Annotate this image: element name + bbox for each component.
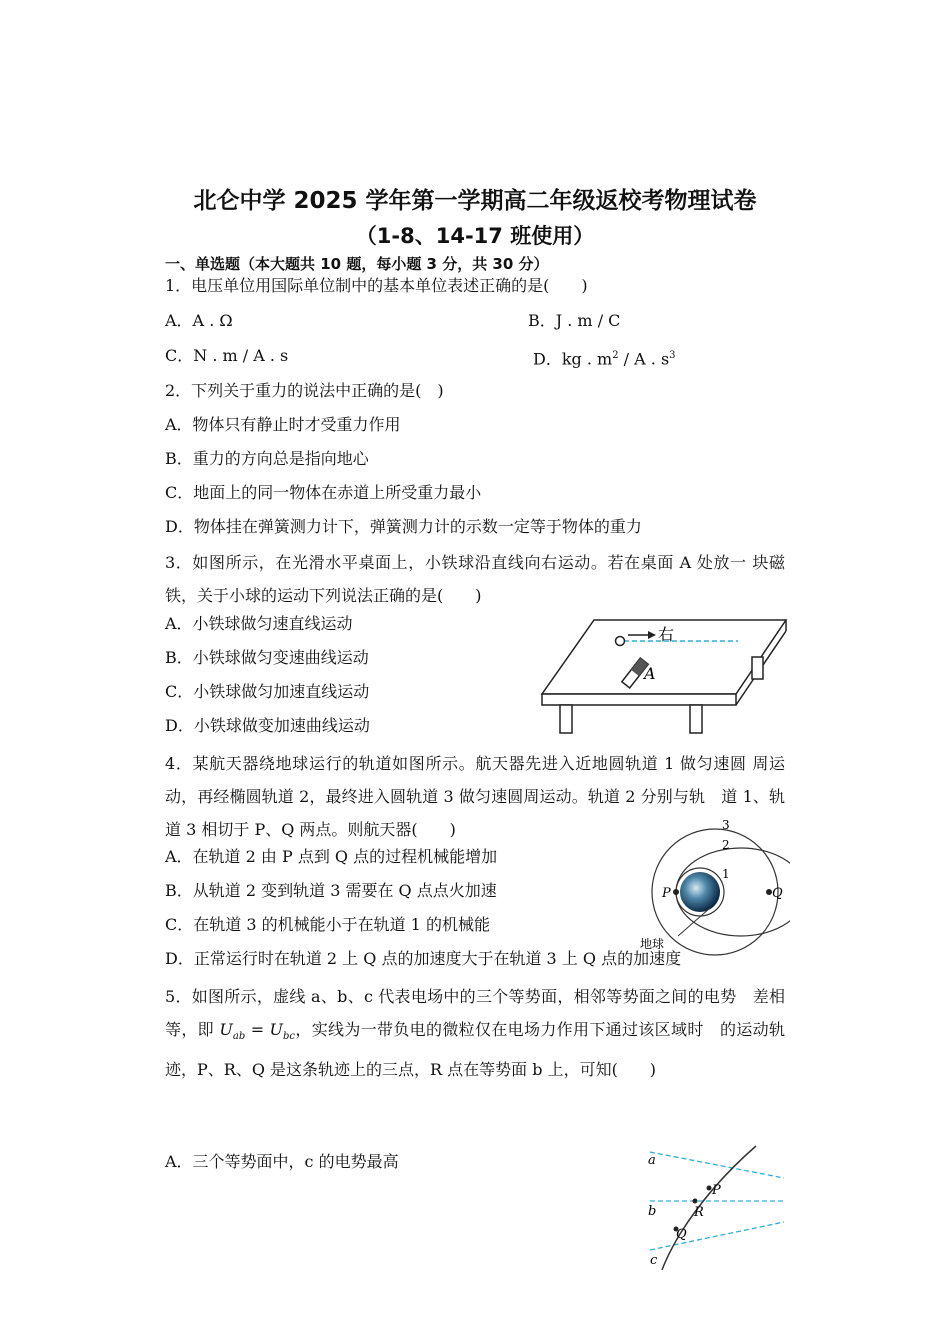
- point-p: [707, 1186, 712, 1191]
- q3-option-c: C．小铁球做匀加速直线运动: [165, 682, 370, 701]
- q5-u-ab: [219, 1020, 246, 1043]
- q5-stem: [165, 980, 785, 1086]
- q4-option-c: C．在轨道 3 的机械能小于在轨道 1 的机械能: [165, 915, 490, 934]
- q5-u-bc: [269, 1020, 296, 1043]
- q1-option-c: C．N . m / A . s: [165, 346, 289, 365]
- label-a: a: [648, 1153, 656, 1168]
- q2-option-a: A．物体只有静止时才受重力作用: [165, 415, 401, 434]
- label-p: P: [662, 886, 671, 901]
- point-r: [693, 1199, 698, 1204]
- q1-option-d-exp2: 3: [669, 350, 676, 361]
- label-q: Q: [772, 886, 783, 901]
- trajectory: [662, 1146, 756, 1270]
- table-leg-back-right: [752, 657, 763, 679]
- label-c: c: [650, 1253, 658, 1268]
- label-orbit-2: 2: [722, 838, 730, 852]
- q5-equals: =: [245, 1020, 270, 1039]
- q1-option-d-main: D．kg . m: [533, 349, 613, 369]
- q5-option-a: A．三个等势面中，c 的电势最高: [165, 1152, 399, 1171]
- q5-stem-part2: ，实线为一带负电的微粒仅在电场力作用下通过该区域时 的运动轨迹，P、R、Q 是这条轨迹上的三点，R 点在等势面 b 上，可知( ): [165, 1020, 785, 1080]
- q5-stem-part1: 5．如图所示，虚线 a、b、c 代表电场中的三个等势面，相邻等势面之间的电势 差相等，即: [165, 987, 785, 1039]
- label-orbit-3: 3: [722, 818, 730, 832]
- label-r: R: [694, 1205, 704, 1220]
- q1-option-a: A．A . Ω: [165, 311, 233, 330]
- q4-option-d: D．正常运行时在轨道 2 上 Q 点的加速度大于在轨道 3 上 Q 点的加速度: [165, 949, 682, 968]
- table-leg-front-right: [690, 705, 702, 733]
- q3-option-d: D．小铁球做变加速曲线运动: [165, 716, 370, 735]
- label-orbit-1: 1: [722, 867, 730, 881]
- orbit-figure: [640, 812, 790, 958]
- q1-option-d-exp1: 2: [612, 350, 619, 361]
- label-earth: 地球: [640, 937, 665, 951]
- q4-option-a: A．在轨道 2 由 P 点到 Q 点的过程机械能增加: [165, 847, 498, 866]
- q1-stem: 1．电压单位用国际单位制中的基本单位表述正确的是( ): [165, 276, 588, 295]
- q4-option-b: B．从轨道 2 变到轨道 3 需要在 Q 点点火加速: [165, 881, 497, 900]
- q3-stem: 3．如图所示，在光滑水平桌面上，小铁球沿直线向右运动。若在桌面 A 处放一 块磁铁，关于小球的运动下列说法正确的是( ): [165, 553, 785, 605]
- table-figure: [538, 612, 788, 736]
- table-leg-front-left: [560, 705, 572, 733]
- q1-option-d: [533, 346, 676, 369]
- q5-u-ab-symbol: U: [219, 1020, 233, 1039]
- q2-option-d: D．物体挂在弹簧测力计下，弹簧测力计的示数一定等于物体的重力: [165, 517, 642, 536]
- q4-stem: 4．某航天器绕地球运行的轨道如图所示。航天器先进入近地圆轨道 1 做匀速圆 周运动，再经椭圆轨道 2，最终进入圆轨道 3 做匀速圆周运动。轨道 2 分别与轨 道 1、轨道 3 相切于 P、Q 两点。则航天器( ): [165, 754, 785, 839]
- q5-u-bc-sub: bc: [283, 1031, 296, 1043]
- q3-option-a: A．小铁球做匀速直线运动: [165, 614, 353, 633]
- label-p: P: [712, 1183, 721, 1198]
- table-edge: [542, 694, 736, 705]
- q1-option-b: B．J . m / C: [528, 311, 621, 330]
- q3-option-b: B．小铁球做匀变速曲线运动: [165, 648, 369, 667]
- label-q: Q: [676, 1227, 687, 1242]
- section-heading: 一、单选题（本大题共 10 题，每小题 3 分，共 30 分）: [165, 255, 549, 273]
- equipotential-a: [650, 1152, 784, 1178]
- q1-option-d-mid: / A . s: [618, 349, 670, 369]
- label-right: 右: [658, 625, 675, 644]
- iron-ball: [616, 637, 625, 646]
- q2-option-b: B．重力的方向总是指向地心: [165, 449, 369, 468]
- equipotential-c: [650, 1222, 784, 1250]
- label-a: A: [644, 664, 656, 683]
- q5-u-bc-symbol: U: [269, 1020, 284, 1039]
- exam-title: 北仑中学 2025 学年第一学期高二年级返校考物理试卷: [193, 188, 757, 214]
- earth-icon: [680, 872, 720, 912]
- exam-subtitle: （1-8、14-17 班使用）: [355, 224, 595, 248]
- q2-stem: 2．下列关于重力的说法中正确的是( ): [165, 381, 444, 400]
- point-p: [673, 889, 679, 895]
- equipotential-figure: [644, 1144, 786, 1272]
- q2-option-c: C．地面上的同一物体在赤道上所受重力最小: [165, 483, 482, 502]
- label-b: b: [648, 1204, 657, 1219]
- q5-u-ab-sub: ab: [232, 1031, 246, 1043]
